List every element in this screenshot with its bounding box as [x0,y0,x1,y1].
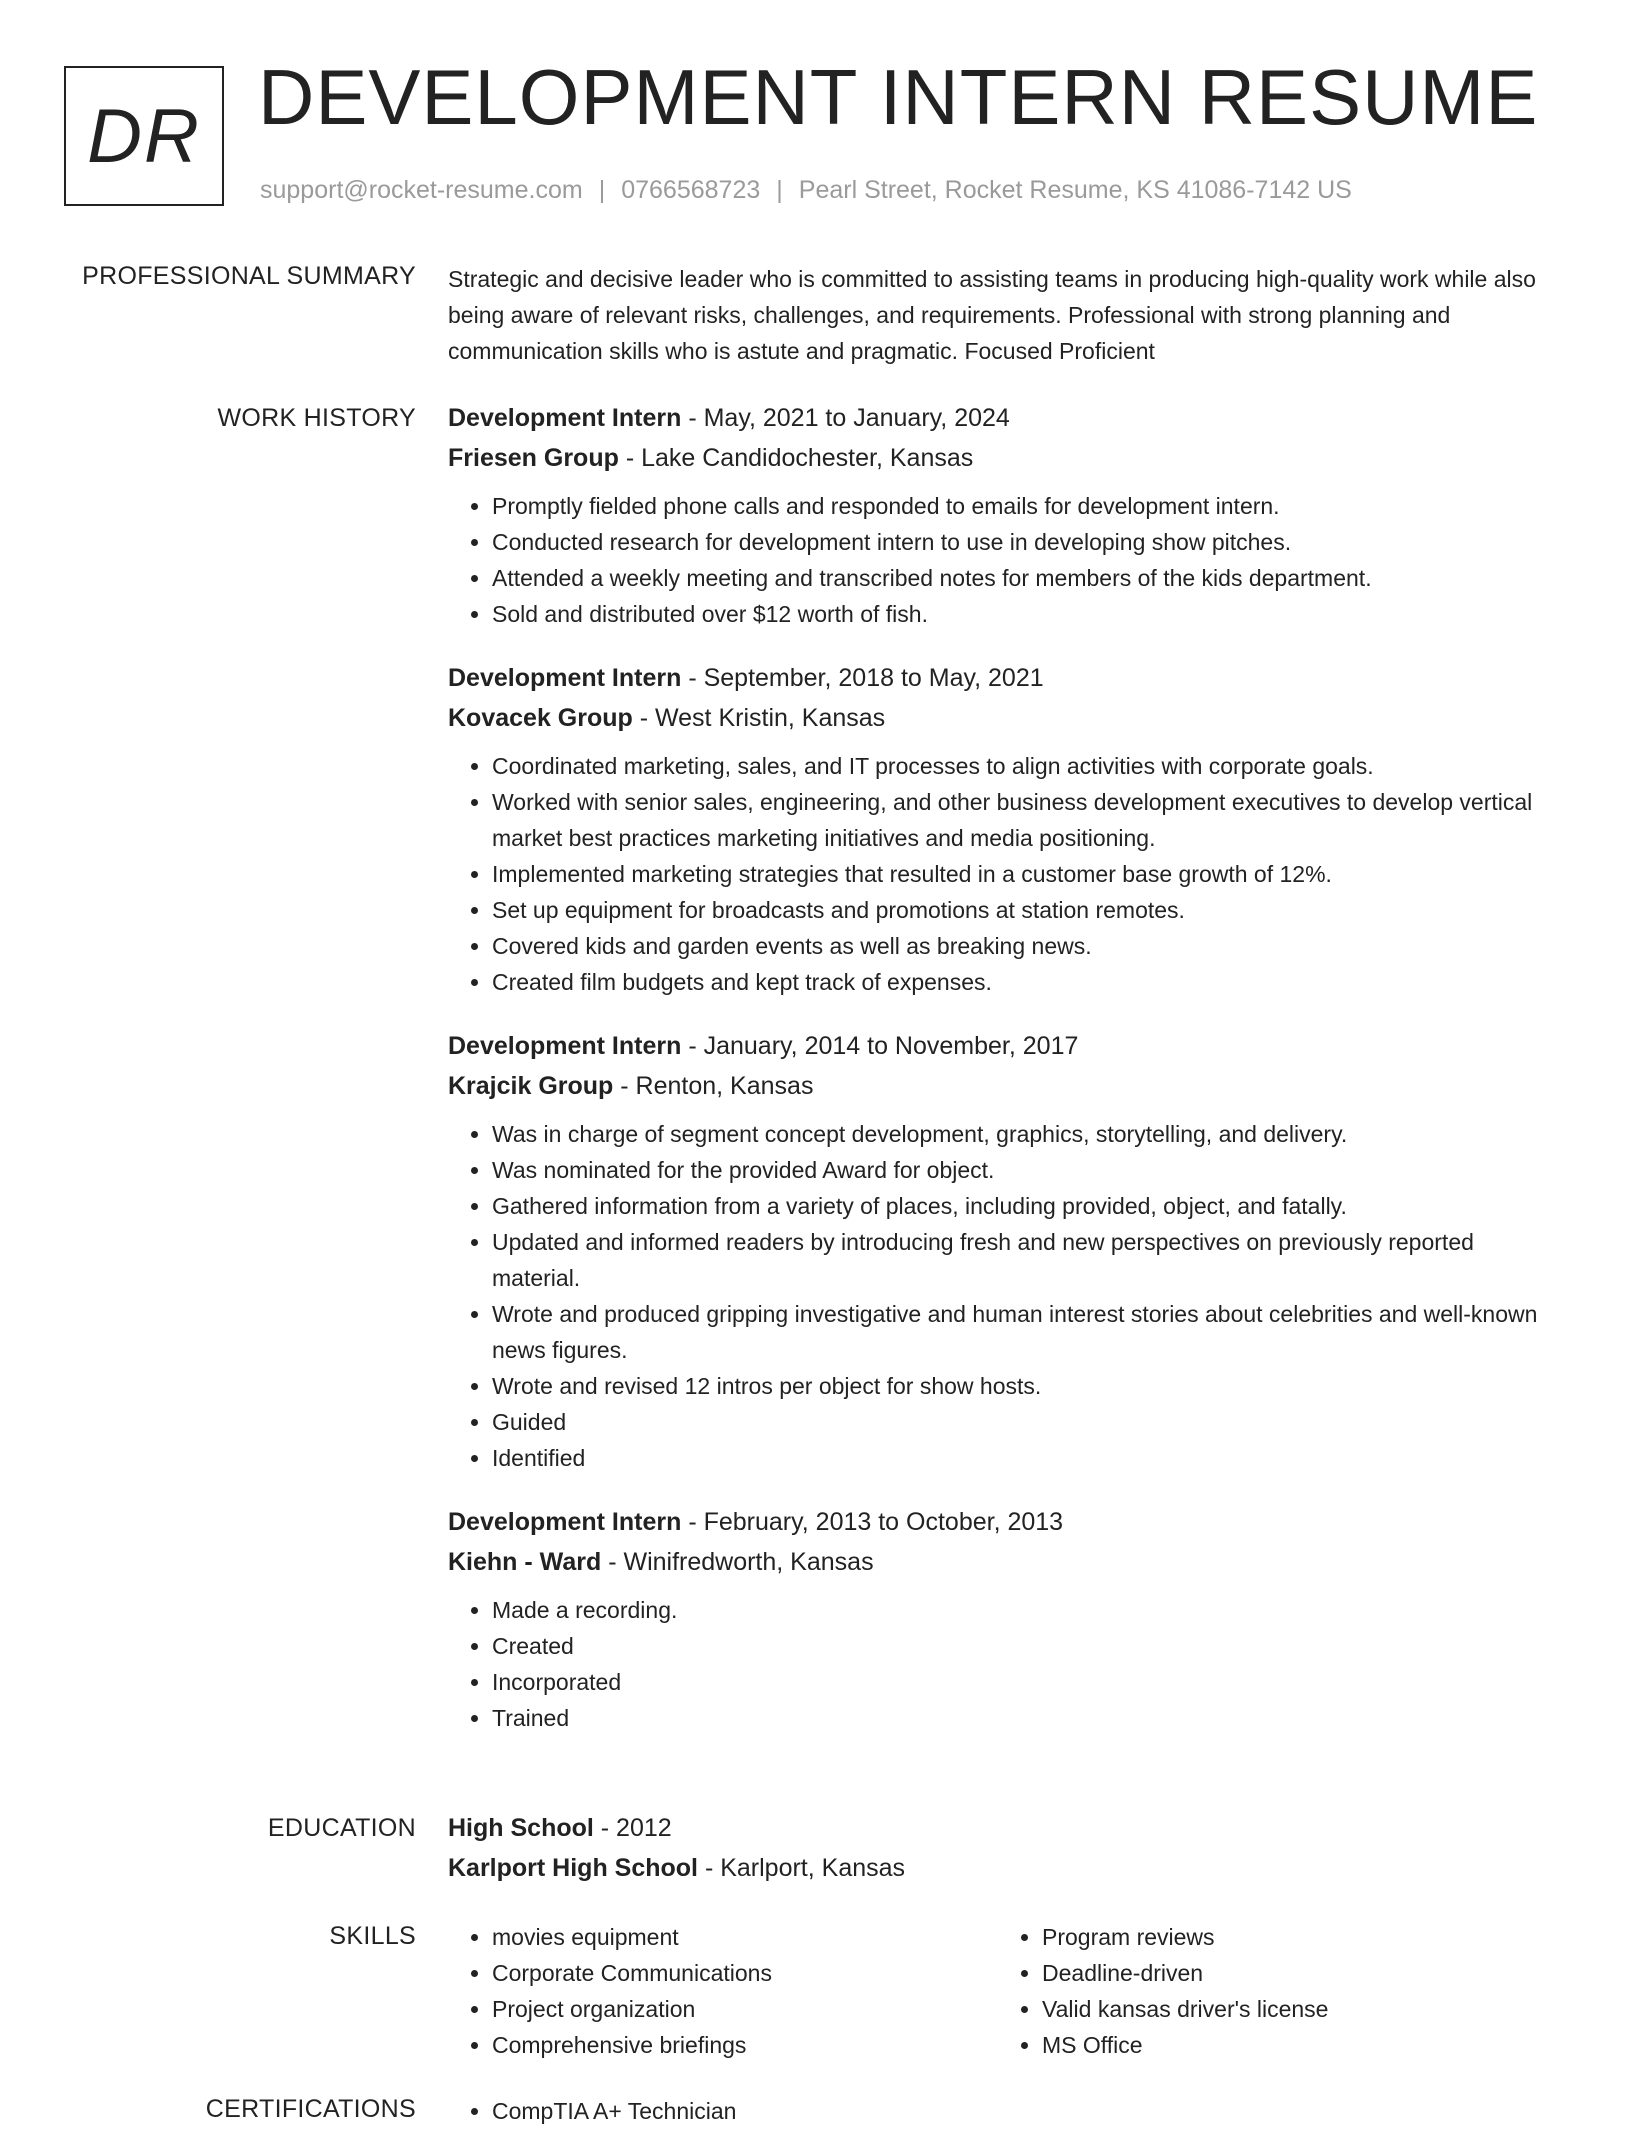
skills-column-left [448,1919,998,2063]
education-degree-line [448,1808,1568,1848]
skills-list [998,1919,1548,2063]
job-company: Krajcik Group [448,1072,614,1100]
education-year: - 2012 [593,1814,672,1842]
job-bullet: • Attended a weekly meeting and transcribed notes for members of the kids department. [492,560,1568,596]
job-company-line [448,438,1568,478]
job-bullet: • Wrote and produced gripping investigative and human interest stories about celebrities and well-known news figures. [492,1296,1568,1368]
job-location: - Lake Candidochester, Kansas [618,444,974,472]
job-title-line [448,658,1568,698]
certifications-label: CERTIFICATIONS [205,2095,416,2123]
job-title: Development Intern [448,404,682,432]
job-bullet: • Identified [492,1440,1568,1476]
job-company-line [448,1542,1568,1582]
job-entry [448,658,1568,1000]
job-bullet: • Covered kids and garden events as well as breaking news. [492,928,1568,964]
job-bullet: • Promptly fielded phone calls and responded to emails for development intern. [492,488,1568,524]
job-dates: - February, 2013 to October, 2013 [681,1508,1064,1536]
work-history-section [448,398,1568,1762]
job-company: Friesen Group [448,444,619,472]
skill-item: • Program reviews [1042,1919,1548,1955]
job-bullet: • Created film budgets and kept track of expenses. [492,964,1568,1000]
education-school: Karlport High School [448,1854,698,1882]
contact-address: Pearl Street, Rocket Resume, KS 41086-7142 US [798,176,1352,204]
certifications-list [448,2093,1568,2129]
job-company-line [448,698,1568,738]
contact-phone[interactable]: 0766568723 [621,176,761,204]
education-school-line [448,1848,1568,1888]
education-label: EDUCATION [267,1814,416,1842]
skill-item: • Comprehensive briefings [492,2027,998,2063]
job-bullet: • Guided [492,1404,1568,1440]
skill-item: • Valid kansas driver's license [1042,1991,1548,2027]
summary-label: PROFESSIONAL SUMMARY [82,262,416,290]
job-bullet: • Made a recording. [492,1592,1568,1628]
job-company: Kovacek Group [448,704,633,732]
job-title: Development Intern [448,664,682,692]
job-title: Development Intern [448,1032,682,1060]
resume-title: DEVELOPMENT INTERN RESUME [258,53,1539,141]
contact-separator: | [776,176,783,204]
contact-line [260,176,1352,205]
job-bullet: • Sold and distributed over $12 worth of fish. [492,596,1568,632]
job-bullet: • Coordinated marketing, sales, and IT processes to align activities with corporate goals. [492,748,1568,784]
job-bullet: • Created [492,1628,1568,1664]
skill-item: • MS Office [1042,2027,1548,2063]
job-dates: - January, 2014 to November, 2017 [681,1032,1079,1060]
skill-item: • Project organization [492,1991,998,2027]
job-title-line [448,1502,1568,1542]
job-bullet: • Was in charge of segment concept development, graphics, storytelling, and delivery. [492,1116,1568,1152]
certifications-section [448,2093,1568,2129]
job-bullets [448,748,1568,1000]
skill-item: • Deadline-driven [1042,1955,1548,1991]
job-location: - West Kristin, Kansas [632,704,886,732]
education-section [448,1808,1568,1888]
job-bullet: • Implemented marketing strategies that resulted in a customer base growth of 12%. [492,856,1568,892]
monogram-logo: DR [64,66,224,206]
job-bullets [448,1592,1568,1736]
job-location: - Winifredworth, Kansas [601,1548,874,1576]
contact-separator: | [598,176,606,204]
job-company-line [448,1066,1568,1106]
job-title: Development Intern [448,1508,682,1536]
summary-text: Strategic and decisive leader who is committed to assisting teams in producing high-quality work while also being aware of relevant risks, challenges, and requirements. Professional with strong planning and communication skills who is astute and pragmatic. Focused Proficient [448,266,1536,364]
job-bullets [448,1116,1568,1476]
skills-grid [448,1919,1568,2063]
job-bullet: • Incorporated [492,1664,1568,1700]
job-bullet: • Conducted research for development intern to use in developing show pitches. [492,524,1568,560]
job-dates: - May, 2021 to January, 2024 [681,404,1010,432]
job-bullet: • Updated and informed readers by introducing fresh and new perspectives on previously reported material. [492,1224,1568,1296]
job-entry [448,1502,1568,1736]
work-history-label: WORK HISTORY [217,404,416,432]
job-company: Kiehn - Ward [448,1548,602,1576]
certification-item: • CompTIA A+ Technician [492,2093,1568,2129]
job-bullet: • Set up equipment for broadcasts and promotions at station remotes. [492,892,1568,928]
job-bullet: • Was nominated for the provided Award for object. [492,1152,1568,1188]
skills-section [448,1919,1568,2063]
skill-item: • movies equipment [492,1919,998,1955]
skills-list [448,1919,998,2063]
job-location: - Renton, Kansas [613,1072,814,1100]
summary-section [448,261,1568,369]
job-entry [448,1026,1568,1476]
job-bullets [448,488,1568,632]
job-bullet: • Gathered information from a variety of places, including provided, object, and fatally. [492,1188,1568,1224]
skill-item: • Corporate Communications [492,1955,998,1991]
contact-email[interactable]: support@rocket-resume.com [260,176,583,204]
job-entry [448,398,1568,632]
education-degree: High School [448,1814,594,1842]
skills-column-right [998,1919,1548,2063]
skills-label: SKILLS [329,1922,416,1950]
job-title-line [448,398,1568,438]
job-dates: - September, 2018 to May, 2021 [681,664,1044,692]
job-title-line [448,1026,1568,1066]
job-bullet: • Trained [492,1700,1568,1736]
job-bullet: • Worked with senior sales, engineering, and other business development executives to develop vertical market best practices marketing initiatives and media positioning. [492,784,1568,856]
job-bullet: • Wrote and revised 12 intros per object for show hosts. [492,1368,1568,1404]
education-location: - Karlport, Kansas [698,1854,906,1882]
